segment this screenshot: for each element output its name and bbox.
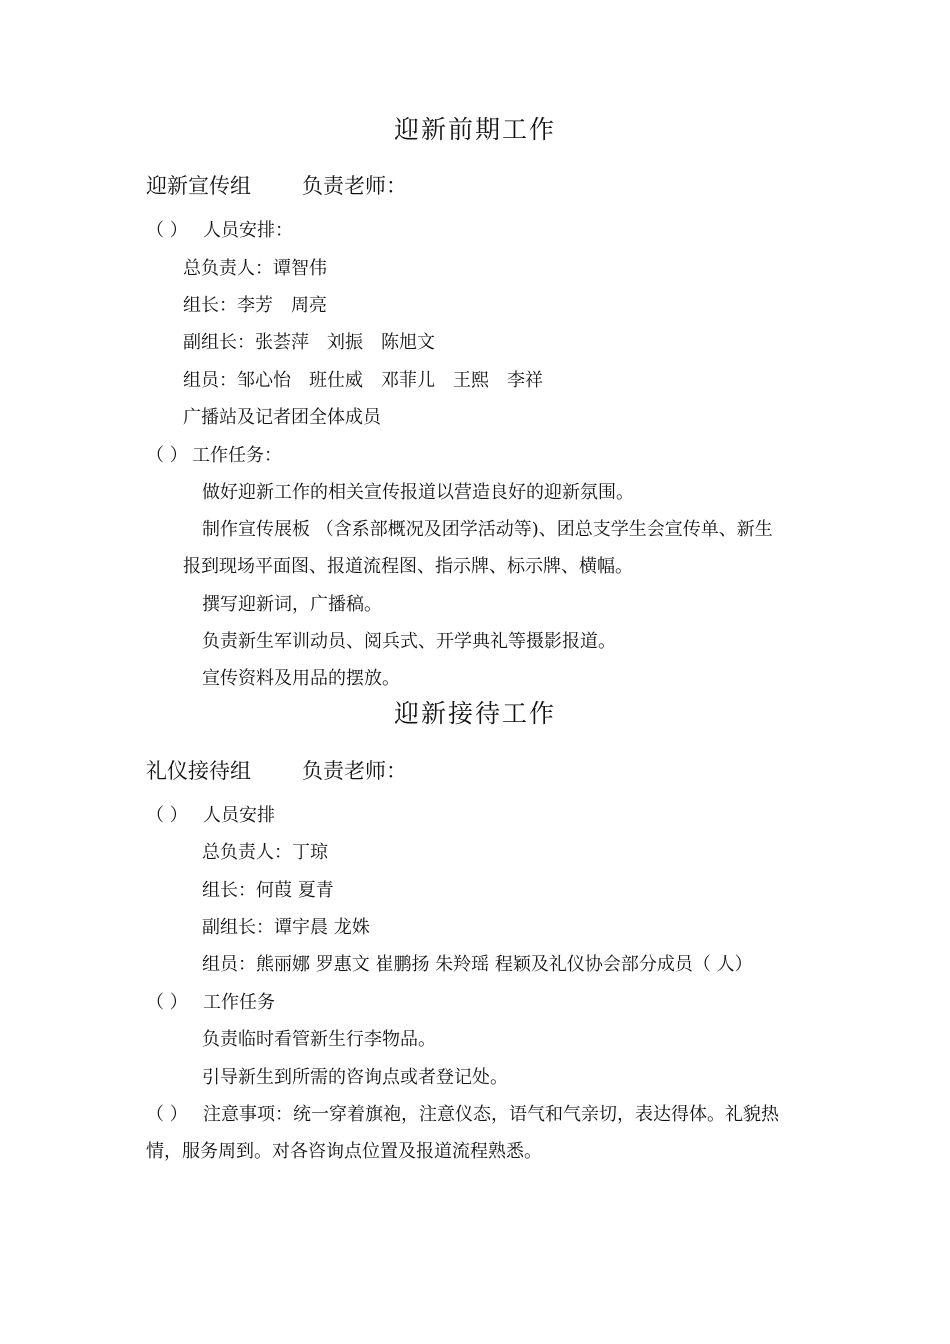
section2-notes-marker: （ ）: [146, 1104, 188, 1125]
section2-group-name: 礼仪接待组: [146, 759, 251, 783]
section1-group-name: 迎新宣传组: [146, 174, 251, 198]
section2-task-line: 负责临时看管新生行李物品。: [202, 1029, 436, 1050]
section1-staffing-label: 人员安排：: [203, 220, 293, 241]
section1-staffing-line: 总负责人：谭智伟: [183, 258, 327, 279]
section1-staffing-marker: （ ）: [146, 220, 188, 241]
section1-staffing-line: 组长：李芳 周亮: [183, 295, 327, 316]
section2-notes-line: 情，服务周到。对各咨询点位置及报道流程熟悉。: [146, 1141, 542, 1162]
section2-staffing-line: 副组长：谭宇晨 龙姝: [202, 917, 370, 938]
section1-task-line: 宣传资料及用品的摆放。: [202, 668, 400, 689]
section2-staffing-marker: （ ）: [146, 805, 188, 826]
section2-staffing-line: 总负责人：丁琼: [202, 842, 328, 863]
section1-staffing-line: 组员：邹心怡 班仕威 邓菲儿 王熙 李祥: [183, 370, 543, 391]
section2-staffing-label: 人员安排: [203, 805, 275, 826]
section1-staffing-line: 副组长：张荟萍 刘振 陈旭文: [183, 332, 435, 353]
section2-teacher-label: 负责老师：: [302, 759, 407, 783]
section2-staffing-line: 组员：熊丽娜 罗惠文 崔鹏扬 朱羚瑶 程颖及礼仪协会部分成员（ 人）: [202, 954, 753, 975]
section2-tasks-marker: （ ）: [146, 992, 188, 1013]
section2-title: 迎新接待工作: [393, 699, 556, 728]
section1-title: 迎新前期工作: [393, 115, 556, 144]
section1-tasks-marker: （ ）: [146, 445, 188, 466]
section1-task-line: 撰写迎新词，广播稿。: [202, 594, 382, 615]
section2-task-line: 引导新生到所需的咨询点或者登记处。: [202, 1067, 508, 1088]
section1-teacher-label: 负责老师：: [302, 174, 407, 198]
section1-staffing-line: 广播站及记者团全体成员: [183, 407, 381, 428]
section1-tasks-label: 工作任务：: [192, 445, 282, 466]
section1-task-line: 报到现场平面图、报道流程图、指示牌、标示牌、横幅。: [183, 556, 633, 577]
section1-task-line: 负责新生军训动员、阅兵式、开学典礼等摄影报道。: [202, 631, 616, 652]
section2-staffing-line: 组长：何葭 夏青: [202, 880, 334, 901]
section2-tasks-label: 工作任务: [203, 992, 275, 1013]
section1-task-line: 做好迎新工作的相关宣传报道以营造良好的迎新氛围。: [202, 482, 634, 503]
section1-task-line: 制作宣传展板 （含系部概况及团学活动等)、团总支学生会宣传单、新生: [202, 519, 773, 540]
section2-notes-line: 注意事项：统一穿着旗袍，注意仪态，语气和气亲切，表达得体。礼貌热: [203, 1104, 779, 1125]
